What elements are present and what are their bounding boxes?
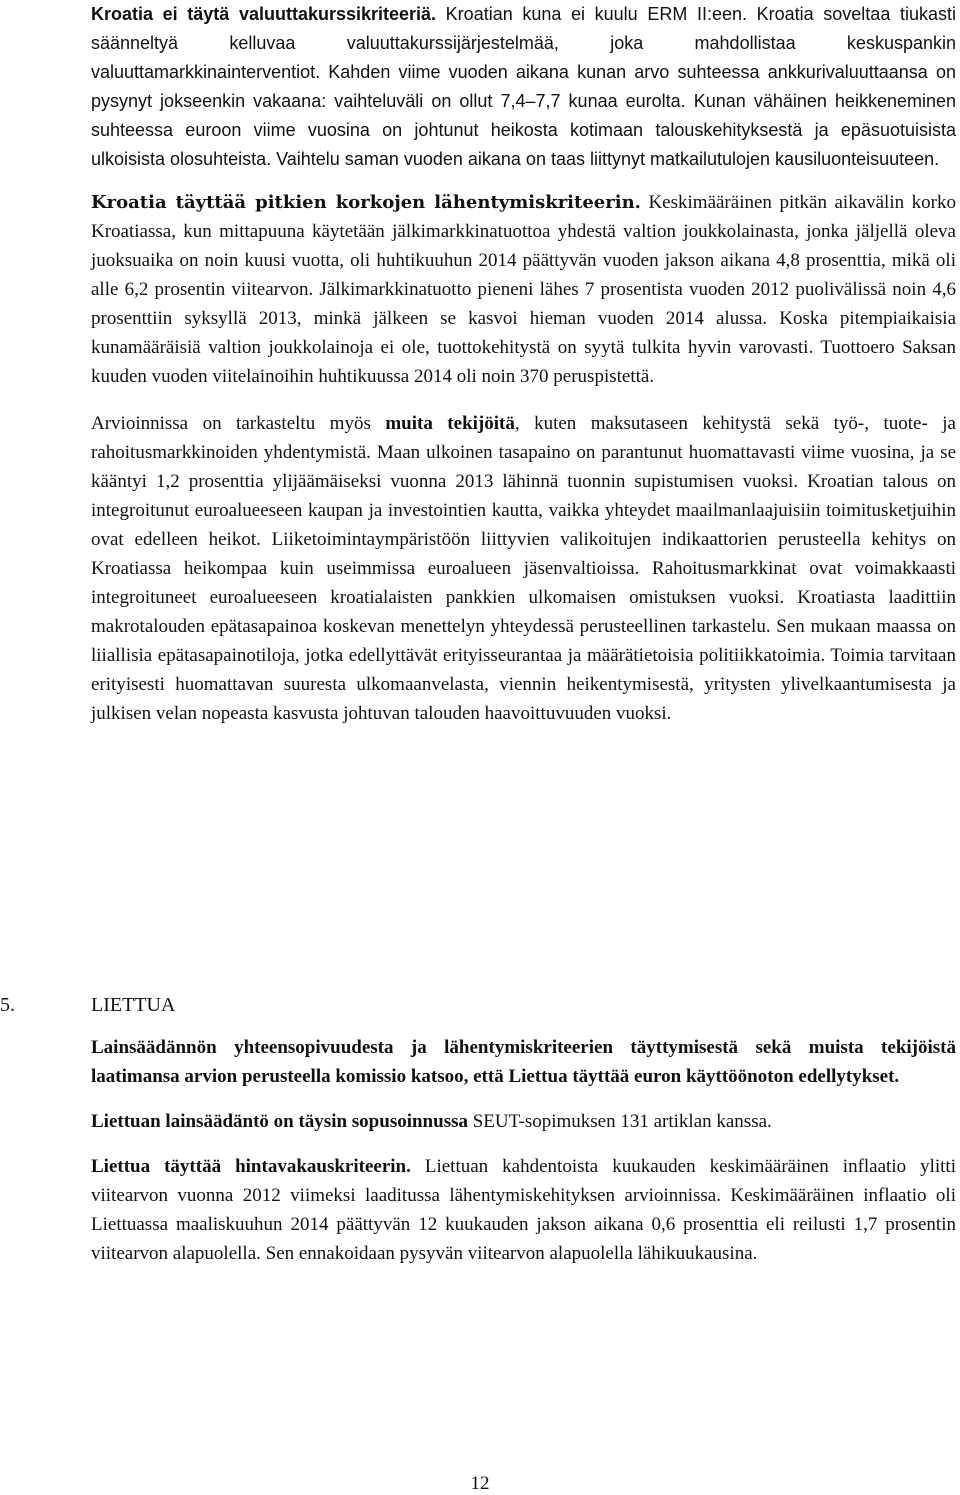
croatia-other-factors-text-a: Arvioinnissa on tarkasteltu myös <box>91 413 386 434</box>
croatia-interest-rate-paragraph <box>91 188 956 391</box>
croatia-other-factors-bold: muita tekijöitä <box>385 413 515 434</box>
lithuania-section <box>91 1033 956 1268</box>
lithuania-law-text: SEUT-sopimuksen 131 artiklan kanssa. <box>467 1111 772 1132</box>
croatia-interest-rate-text: Keskimääräinen pitkän aikavälin korko Kroatiassa, kun mittapuuna käytetään jälkimarkkinatuottoa yhdestä valtion joukkolainasta, jonka jäljellä oleva juoksuaika on noin kuusi vuotta, oli huhtikuuhun 2014 päättyvän vuoden jakson aikana 4,8 prosenttia, mikä oli alle 6,2 prosentin viitearvon. Jälkimarkkinatuotto pieneni lähes 7 prosentista vuoden 2012 puolivälissä noin 4,6 prosenttiin syksyllä 2013, minkä jälkeen se kasvoi hieman vuoden 2014 alussa. Koska pitempiaikaisia kunamääräisiä valtion joukkolainoja ei ole, tuottokehitystä on syytä tulkita hyvin varovasti. Tuottoero Saksan kuuden vuoden viitelainoihin huhtikuussa 2014 oli noin 370 peruspistettä. <box>91 192 956 387</box>
croatia-exchange-rate-heading: Kroatia ei täytä valuuttakurssikriteeriä. <box>91 4 437 24</box>
document-page <box>91 0 956 728</box>
croatia-other-factors-paragraph <box>91 409 956 728</box>
croatia-exchange-rate-paragraph <box>91 0 956 174</box>
lithuania-law-heading: Liettuan lainsäädäntö on täysin sopusoinnussa <box>91 1111 468 1132</box>
croatia-exchange-rate-text-a: Kroatian kuna ei kuulu ERM II:een. Kroatia soveltaa tiukasti säänneltyä kelluvaa valuuttakurssijärjestelmää, joka mahdollistaa keskuspankin valuuttamarkkinainterventiot. Kahden viime vuoden aikana kunan arvo suhteessa ankkurivaluuttaansa on pysynyt jokseenkin vakaana: vaihteluväli on ollut 7,4–7,7 kunaa eurolta. <box>91 4 956 111</box>
croatia-other-factors-text-b: , kuten maksutaseen kehitystä sekä työ-, tuote- ja rahoitusmarkkinoiden yhdentymistä. Maan ulkoinen tasapaino on parantunut huomattavasti viime vuosina, ja se kääntyi 1,2 prosenttia ylijäämäiseksi vuonna 2013 lähinnä tuonnin supistumisen vuoksi. Kroatian talous on integroitunut euroalueeseen kaupan ja investointien kautta, vaikka yhteydet maailmanlaajuisiin toimitusketjuihin ovat edelleen heikot. Liiketoimintaympäristöön liittyvien valikoitujen indikaattorien perusteella kehitys on Kroatiassa heikompaa kuin useimmissa euroalueen jäsenvaltioissa. Rahoitusmarkkinat ovat voimakkaasti integroituneet euroalueeseen kroatialaisten pankkien ulkomaisen omistuksen vuoksi. Kroatiasta laadittiin makrotalouden epätasapainoa koskevan menettelyn yhteydessä perusteellinen tarkastelu. Sen mukaan maassa on liiallisia epätasapainotiloja, jotka edellyttävät erityisseurantaa ja määrätietoisia politiikkatoimia. Toimia tarvitaan erityisesti huomattavan suuresta ulkomaanvelasta, viennin heikentymisestä, yritysten ylivelkaantumisesta ja julkisen velan nopeasta kasvusta johtuvan talouden haavoittuvuuden vuoksi. <box>91 413 956 724</box>
lithuania-price-paragraph <box>91 1152 956 1268</box>
croatia-exchange-rate-text-b: Kunan vähäinen heikkeneminen suhteessa euroon viime vuosina on johtunut heikosta kotimaan talouskehityksestä ja epäsuotuisista ulkoisista olosuhteista. Vaihtelu saman vuoden aikana on taas liittynyt matkailutulojen kausiluonteisuuteen. <box>91 91 956 169</box>
section-title: LIETTUA <box>91 994 176 1016</box>
lithuania-price-text: Liettuan kahdentoista kuukauden keskimääräinen inflaatio ylitti viitearvon vuonna 2012 viimeksi laaditussa lähentymiskehityksen arvioinnissa. Keskimääräinen inflaatio oli Liettuassa maaliskuuhun 2014 päättyvän 12 kuukauden jakson aikana 0,6 prosenttia eli reilusti 1,7 prosentin viitearvon alapuolella. Sen ennakoidaan pysyvän viitearvon alapuolella lähikuukausina. <box>91 1156 956 1264</box>
lithuania-summary-paragraph <box>91 1033 956 1091</box>
section-number: 5. <box>0 994 15 1016</box>
lithuania-summary: Lainsäädännön yhteensopivuudesta ja lähentymiskriteerien täyttymisestä sekä muista tekijöistä laatimansa arvion perusteella komissio katsoo, että Liettua täyttää euron käyttöönoton edellytykset. <box>91 1037 956 1087</box>
lithuania-price-heading: Liettua täyttää hintavakauskriteerin. <box>91 1156 411 1177</box>
page-number: 12 <box>470 1473 490 1494</box>
croatia-interest-rate-heading: Kroatia täyttää pitkien korkojen lähentymiskriteerin. <box>91 192 641 213</box>
lithuania-law-paragraph <box>91 1107 956 1136</box>
